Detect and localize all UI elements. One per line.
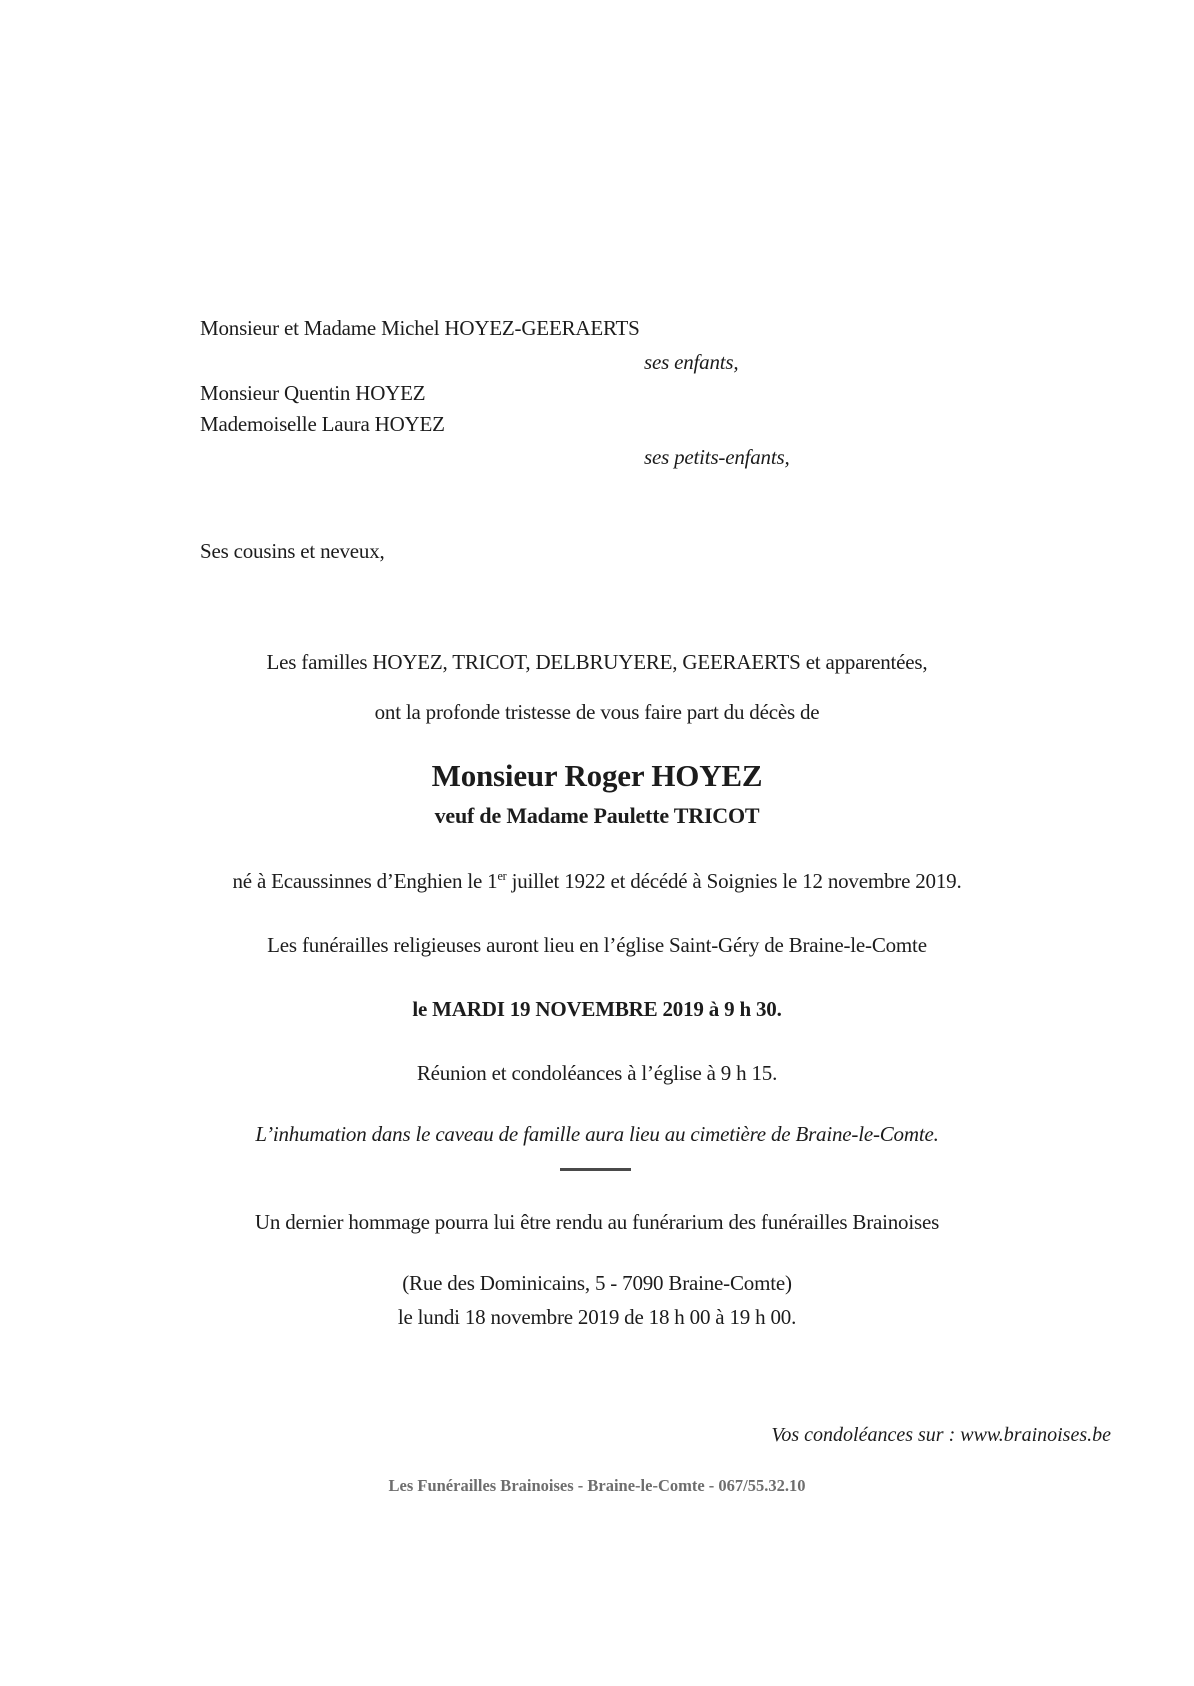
section-divider-rule: [560, 1168, 631, 1171]
birth-death-text-post: juillet 1922 et décédé à Soignies le 12 novembre 2019.: [506, 869, 962, 893]
deceased-subtitle: veuf de Madame Paulette TRICOT: [434, 803, 760, 828]
cousins-line: Ses cousins et neveux,: [200, 539, 385, 563]
grandchild-line-2: Mademoiselle Laura HOYEZ: [200, 412, 445, 436]
funerarium-address-line: (Rue des Dominicains, 5 - 7090 Braine-Comte): [402, 1271, 792, 1295]
relation-grandchildren-label: ses petits-enfants,: [644, 445, 790, 469]
visit-time-line: le lundi 18 novembre 2019 de 18 h 00 à 19 h 00.: [397, 1305, 797, 1329]
family-couple-line: Monsieur et Madame Michel HOYEZ-GEERAERTS: [200, 316, 640, 340]
relation-children-label: ses enfants,: [644, 350, 739, 374]
families-line: Les familles HOYEZ, TRICOT, DELBRUYERE, GEERAERTS et apparentées,: [266, 650, 928, 674]
burial-line: L’inhumation dans le caveau de famille aura lieu au cimetière de Braine-le-Comte.: [255, 1122, 939, 1146]
birth-death-line: [0, 868, 1194, 894]
homage-line: Un dernier hommage pourra lui être rendu au funérarium des funérailles Brainoises: [254, 1210, 940, 1234]
announcement-intro-line: ont la profonde tristesse de vous faire part du décès de: [374, 700, 820, 724]
ceremony-date-line: le MARDI 19 NOVEMBRE 2019 à 9 h 30.: [412, 997, 782, 1021]
birth-death-ordinal-suffix: er: [497, 869, 507, 883]
church-line: Les funérailles religieuses auront lieu en l’église Saint-Géry de Braine-le-Comte: [267, 933, 927, 957]
funeral-home-footer-line: Les Funérailles Brainoises - Braine-le-Comte - 067/55.32.10: [388, 1476, 806, 1495]
condolences-website-line: Vos condoléances sur : www.brainoises.be: [771, 1424, 1111, 1446]
deceased-name: Monsieur Roger HOYEZ: [431, 758, 763, 793]
gathering-line: Réunion et condoléances à l’église à 9 h 15.: [416, 1061, 778, 1085]
birth-death-text-pre: né à Ecaussinnes d’Enghien le 1: [232, 869, 498, 893]
grandchild-line-1: Monsieur Quentin HOYEZ: [200, 381, 426, 405]
